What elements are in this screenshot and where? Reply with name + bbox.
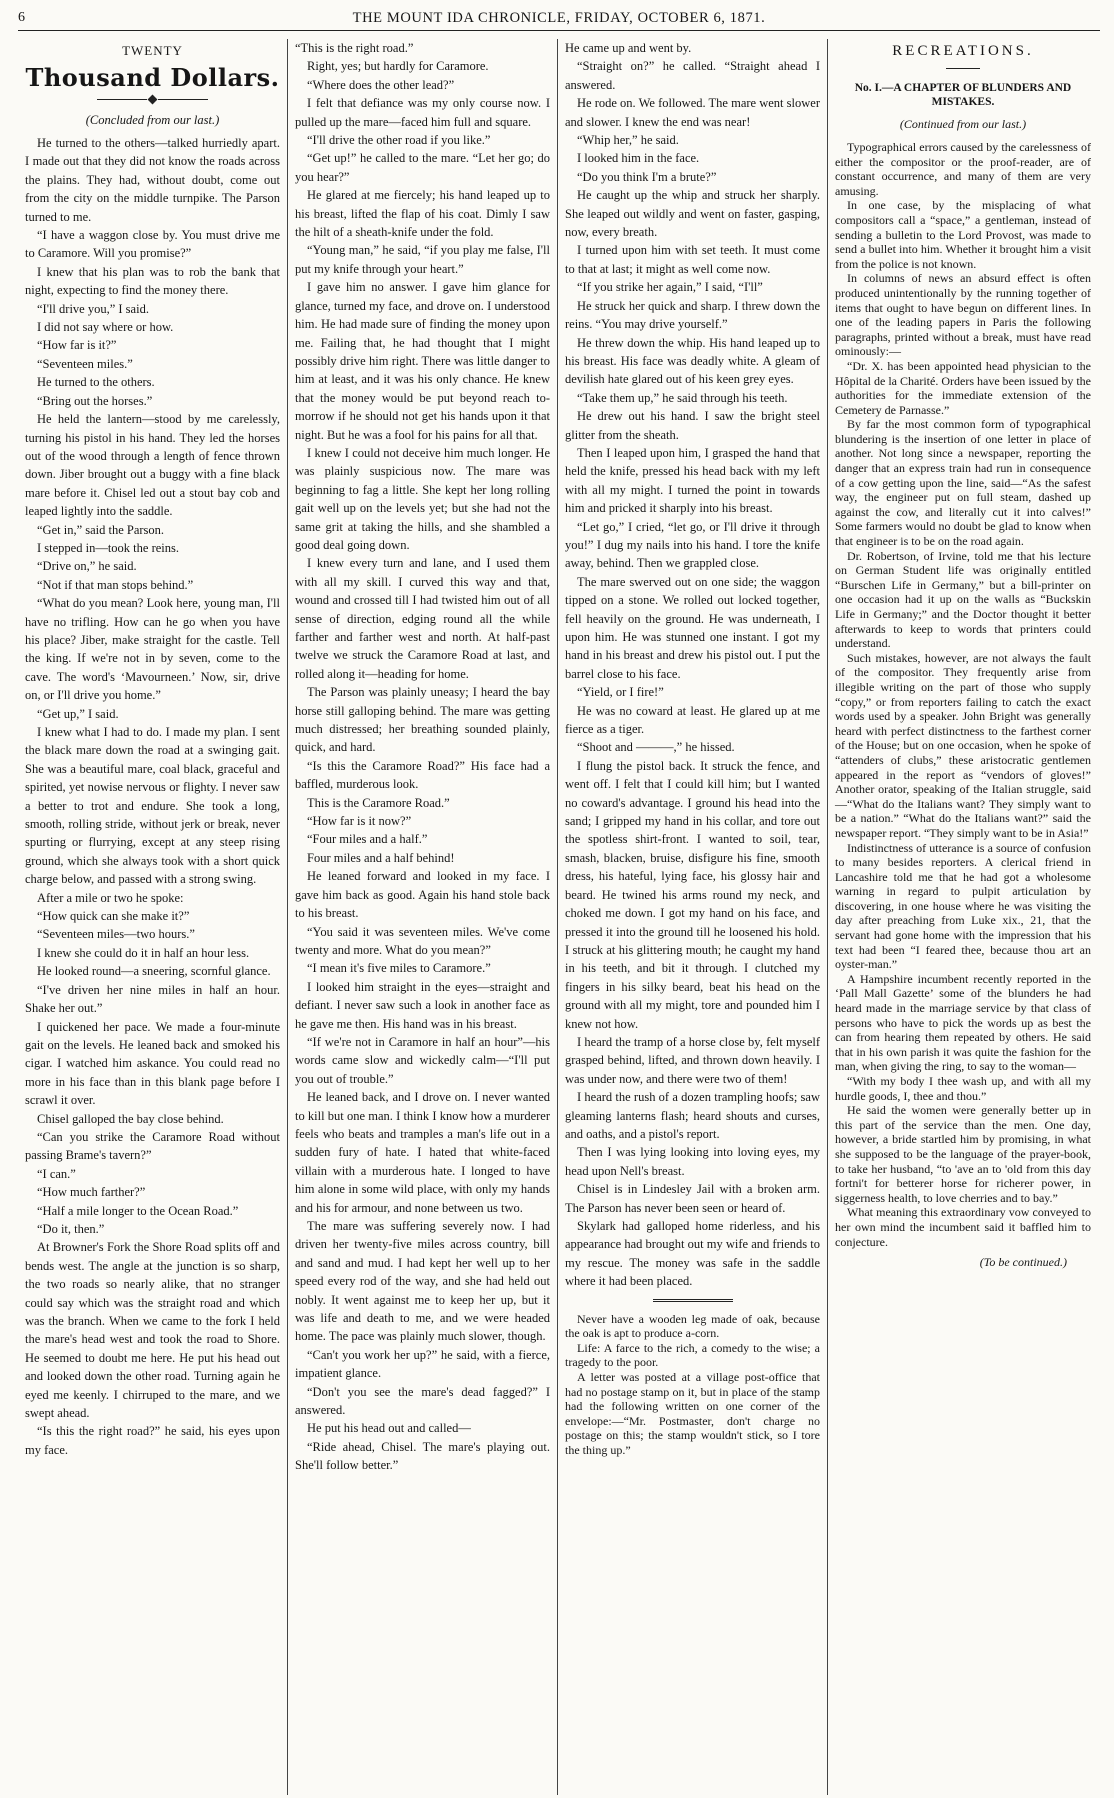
story-concluded-note: (Concluded from our last.)	[85, 113, 220, 127]
paragraph: “I've driven her nine miles in half an hour. Shake her out.”	[25, 982, 280, 1016]
paragraph: Right, yes; but hardly for Caramore.	[307, 59, 489, 74]
paragraph: I knew what I had to do. I made my plan. I sent the black mare down the road at a swinging gait. She was a beautiful mare, coal black, graceful and spirited, yet nowise nervous or flighty. I never saw a better to trot and endure. She took a long, smooth, rolling stride, without jerk or break, never spurting or flurrying, except at any steep rising ground, which she always took with a short quick charge below, and passed with a strong swing.	[25, 725, 280, 887]
paragraph: “With my body I thee wash up, and with all my hurdle goods, I, thee and thou.”	[835, 1074, 1091, 1103]
paragraph: He leaned back, and I drove on. I never wanted to kill but one man. I think I know how a murderer feels who beats and tramples a man's life out in a sudden fury of hate. I hated that white-faced villain with a murderous hate. I longed to have him alone in some wild place, with only my hands and his for armour, and none between us two.	[295, 1090, 550, 1215]
paragraph: He drew out his hand. I saw the bright steel glitter from the sheath.	[565, 409, 820, 442]
paragraph: I gave him no answer. I gave him glance for glance, turned my face, and drove on. I understood him. He had made sure of finding the money upon me. Failing that, he had thought that I might possibly drive him right. There was little danger to him at least, and it was his only chance. He knew that the money would be put beyond reach to-morrow if he should not get his hands upon it that night. But he was a fool for his pains for all that.	[295, 280, 550, 442]
paragraph: I flung the pistol back. It struck the fence, and went off. I felt that I could kill him; but I wanted no coward's advantage. I ground his head into the sand; I gripped my hand in his collar, and tore out the spotless shirt-front. I wanted to soil, tear, smash, blacken, bruise, disfigure his fine, smooth dress, his hateful, lying face, his glossy hair and beard. He twined his arms round my neck, and choked me down. I got my hand on his face, and pressed it into the ground till he loosened his hold. I struck at his glittering mouth; he caught my hand in his teeth, and bit it through. I clutched my fingers in his silky beard, beat his head on the ground with all my might, tore and pounded him I knew not how.	[565, 758, 820, 1031]
paragraph: “How much farther?”	[37, 1185, 146, 1200]
paragraph: After a mile or two he spoke:	[37, 890, 184, 905]
newspaper-title: THE MOUNT IDA CHRONICLE, FRIDAY, OCTOBER 6, 1871.	[352, 10, 766, 26]
paragraph: At Browner's Fork the Shore Road splits off and bends west. The angle at the junction is so sharp, the two roads so nearly alike, that no stranger could say which was the straight road and which was the branch. When we came to the fork I held the mare's head west and took the road to Shore. He seemed to doubt me here. He put his head out and looked down the other road. Turning again he eyed me keenly. I chirruped to the mare, and we swept ahead.	[25, 1240, 280, 1421]
paragraph: He struck her quick and sharp. I threw down the reins. “You may drive yourself.”	[565, 298, 820, 332]
paragraph: “Four miles and a half.”	[307, 832, 428, 847]
paragraph: A letter was posted at a village post-office that had no postage stamp on it, but in place of the stamp had the following written on one corner of the envelope:—“Mr. Postmaster, don't charge no postage on this; the stamp wouldn't stick, so I tore the thing up.”	[565, 1370, 820, 1457]
paragraph: “Ride ahead, Chisel. The mare's playing out. She'll follow better.”	[295, 1439, 550, 1473]
paragraph: The mare was suffering severely now. I had driven her twenty-five miles across country, bill and sand and mud. I had kept her well up to her speed every rod of the way, and she had held out nobly. It went against me to keep her up, but it was life and death to me, and we were headed home. The pace was plainly much slower, though.	[295, 1219, 550, 1344]
paragraph: I heard the rush of a dozen trampling hoofs; saw gleaming lanterns flash; heard shouts and curses, and oaths, and a pistol's report.	[565, 1090, 820, 1141]
paragraph: “Yield, or I fire!”	[577, 685, 664, 700]
paragraph: “Take them up,” he said through his teeth.	[577, 390, 788, 405]
story-column-1-text	[25, 134, 280, 1459]
paragraph: He was no coward at least. He glared up at me fierce as a tiger.	[565, 703, 820, 737]
paragraph: He glared at me fiercely; his hand leaped up to his breast, lifted the flap of his coat. Dimly I saw the hilt of a sheath-knife under the fold.	[295, 188, 550, 240]
paragraph: “Is this the right road?” he said, his eyes upon my face.	[25, 1424, 280, 1457]
paragraph: Indistinctness of utterance is a source of confusion to many besides reporters. A clerical friend in Lancashire told me that he had got a wholesome warning in regard to pulpit articulation by discovering, in one house where he was visiting the day after preaching from Luke xix., 21, that the servant had gone home with the impression that his text had been “I feared thee, because thou art an oyster-man.”	[835, 840, 1091, 972]
column-1	[18, 39, 288, 1795]
paragraph: I turned upon him with set teeth. It must come to that at last; it might as well come now.	[565, 243, 820, 276]
diamond-ornament-icon	[148, 95, 158, 105]
paragraph: “How quick can she make it?”	[37, 909, 190, 924]
continued-note: (Continued from our last.)	[899, 117, 1027, 131]
paragraph: He leaned forward and looked in my face. I gave him back as good. Again his hand stole back to his breast.	[295, 869, 550, 921]
paragraph: He caught up the whip and struck her sharply. She leaped out wildly and went on faster, gasping, now, every breath.	[565, 188, 820, 240]
paragraph: Then I leaped upon him, I grasped the hand that held the knife, pressed his head back with my left with all my might. I turned the point in towards him and pricked it sharply into his breast.	[565, 445, 820, 516]
paragraph: I knew I could not deceive him much longer. He was plainly suspicious now. The mare was beginning to fag a little. She kept her long rolling gait well up on the levels yet; but she had not the same grit at taking the hills, and she shambled a good deal going down.	[295, 445, 550, 552]
paragraph: Skylark had galloped home riderless, and his appearance had brought out my wife and friends to my rescue. The money was safe in the saddle where it had been placed.	[565, 1219, 820, 1289]
paragraph: “Seventeen miles—two hours.”	[37, 927, 195, 942]
paragraph: Typographical errors caused by the carelessness of either the compositor or the proof-reader, are of constant occurrence, and many of them are very amusing.	[835, 140, 1091, 198]
paragraph: “I'll drive you,” I said.	[37, 301, 149, 316]
paragraph: “Can you strike the Caramore Road without passing Brame's tavern?”	[25, 1129, 280, 1163]
paragraph: I did not say where or how.	[37, 320, 174, 335]
paragraph: He put his head out and called—	[307, 1421, 471, 1436]
paragraph: He held the lantern—stood by me carelessly, turning his pistol in his hand. They led the horses out of the wood through a length of fence thrown down. Jiber brought out a buggy with a fine black mare before it. Chisel led out a stout bay cob and leaped lightly into the saddle.	[25, 412, 280, 519]
paragraph: He said the women were generally better up in this part of the service than the men. One day, however, a bride startled him by promising, in what she supposed to be the language of the prayer-book, to take her husband, “to 'ave an to 'old from this day fortni't for betterer horse for richerer power, in siggerness health, to love cherries and to bay.”	[835, 1103, 1091, 1205]
paragraph: I looked him in the face.	[577, 151, 700, 166]
ornament-rule	[25, 96, 280, 103]
paragraph: He rode on. We followed. The mare went slower and slower. I knew the end was near!	[565, 96, 820, 129]
paragraph: Dr. Robertson, of Irvine, told me that his lecture on German Student life was originally entitled “Burschen Life in Germany,” but a bill-printer on one occasion had it up on the walls as “Buckskin Life in Germany;” and the Doctor thought it better afterwards to keep to words that printers could understand.	[835, 548, 1091, 651]
story-kicker: TWENTY	[122, 43, 183, 58]
paragraph: “Can't you work her up?” he said, with a fierce, impatient glance.	[295, 1347, 550, 1381]
paragraph: “Seventeen miles.”	[37, 356, 133, 371]
paragraph: “Straight on?” he called. “Straight ahead I answered.	[565, 59, 820, 92]
recreations-text	[835, 140, 1091, 1249]
paragraph: “I have a waggon close by. You must drive me to Caramore. Will you promise?”	[25, 228, 280, 261]
paragraph: “Half a mile longer to the Ocean Road.”	[37, 1203, 239, 1218]
page-number: 6	[18, 10, 25, 25]
recreations-title: RECREATIONS.	[892, 43, 1034, 59]
paragraph: I knew she could do it in half an hour less.	[37, 945, 250, 960]
column-3	[558, 39, 828, 1795]
miscellany-text	[565, 1312, 820, 1458]
paragraph: He looked round—a sneering, scornful glance.	[37, 964, 271, 979]
paragraph: This is the Caramore Road.”	[307, 795, 450, 810]
paragraph: “I mean it's five miles to Caramore.”	[307, 961, 491, 976]
paragraph: “If you strike her again,” I said, “I'll”	[577, 280, 763, 295]
paragraph: “I can.”	[37, 1166, 76, 1181]
paragraph: “Shoot and ———,” he hissed.	[577, 740, 735, 755]
paragraph: “Where does the other lead?”	[307, 77, 455, 92]
paragraph: “Get in,” said the Parson.	[37, 522, 165, 537]
paragraph: “Young man,” he said, “if you play me false, I'll put my knife through your heart.”	[295, 243, 550, 276]
paragraph: What meaning this extraordinary vow conveyed to her own mind the incumbent said it baffled him to conjecture.	[835, 1205, 1091, 1249]
paragraph: “This is the right road.”	[295, 41, 414, 55]
paragraph: He threw down the whip. His hand leaped up to his breast. His face was deadly white. A gleam of devilish hate glared out of his keen grey eyes.	[565, 335, 820, 387]
paragraph: Four miles and a half behind!	[307, 850, 455, 865]
paragraph: “Dr. X. has been appointed head physician to the Hôpital de la Charité. Orders have been issued by the authorities for the immediate extension of the Cemetery de Parnasse.”	[835, 358, 1091, 417]
paragraph: “Get up,” I said.	[37, 706, 119, 721]
story-column-3-text	[565, 39, 820, 1291]
paragraph: He turned to the others.	[37, 375, 155, 390]
section-divider	[653, 1299, 733, 1302]
paragraph: “Do you think I'm a brute?”	[577, 169, 717, 184]
column-2	[288, 39, 558, 1795]
paragraph: “What do you mean? Look here, young man, I'll have no trifling. How can he go when you have his place? Jiber, make straight for the castle. Tell the king. If we're not in by seven, come to the cave. The word's ‘Mavourneen.’ Now, sir, drive on, or I'll drive you home.”	[25, 596, 280, 703]
chapter-heading: No. I.—A CHAPTER OF BLUNDERS AND MISTAKES.	[854, 82, 1072, 108]
paragraph: “Do it, then.”	[37, 1221, 105, 1236]
columns	[18, 39, 1100, 1795]
masthead	[18, 8, 1100, 31]
paragraph: “How far is it?”	[37, 338, 117, 353]
paragraph: I knew that his plan was to rob the bank that night, expecting to find the money there.	[25, 264, 280, 298]
story-column-2-text	[295, 39, 550, 1475]
paragraph: I looked him straight in the eyes—straight and defiant. I never saw such a look in another face as he gave me then. His hand was in his breast.	[295, 979, 550, 1031]
paragraph: Chisel is in Lindesley Jail with a broken arm. The Parson has never been seen or heard of.	[565, 1182, 820, 1215]
paragraph: I knew every turn and lane, and I used them with all my skill. I curved this way and that, wound and crossed till I had twisted him out of all sense of direction, edging round all the while farther and farther west and north. At half-past twelve we struck the Caramore Road at last, and rolled along it—heading for home.	[295, 556, 550, 681]
story-title: Thousand Dollars.	[25, 63, 280, 92]
paragraph: I stepped in—took the reins.	[37, 540, 179, 555]
paragraph: “I'll drive the other road if you like.”	[307, 133, 491, 148]
paragraph: By far the most common form of typographical blundering is the insertion of one letter in place of another. Not long since a newspaper, reporting the danger that an express train had run in consequence of a cow getting upon the line, said—“As the safest way, the engineer put on full steam, dashed up against the cow, and literally cut it into calves!” Some farmers would no doubt be glad to know when that engineer is to be on the road again.	[835, 417, 1091, 549]
title-rule	[946, 68, 980, 69]
paragraph: A Hampshire incumbent recently reported in the ‘Pall Mall Gazette’ some of the blunders he had heard made in the marriage service by that class of persons who have to pick the words up as best the can from hearing them repeated by others. He said that in his own parish it was quite the fashion for the man, when giving the ring, to say to the woman—	[835, 971, 1091, 1074]
paragraph: He turned to the others—talked hurriedly apart. I made out that they did not know the roads across the plains. They had, without doubt, come out from the city on the middle turnpike. The Parson turned to me.	[25, 136, 280, 224]
paragraph: “Drive on,” he said.	[37, 559, 137, 574]
paragraph: “Get up!” he called to the mare. “Let her go; do you hear?”	[295, 151, 550, 184]
paragraph: “Let go,” I cried, “let go, or I'll drive it through you!” I dug my nails into his hand. I tore the knife away, behind. Then we grappled close.	[565, 519, 820, 571]
paragraph: “How far is it now?”	[307, 814, 412, 829]
paragraph: “You said it was seventeen miles. We've come twenty and more. What do you mean?”	[295, 924, 550, 957]
paragraph: “Whip her,” he said.	[577, 133, 679, 148]
paragraph: In columns of news an absurd effect is often produced unintentionally by the running together of items that ought to have begun on different lines. In one of the leading papers in Paris the following paragraphs, printed without a break, must have read ominously:—	[835, 271, 1091, 359]
paragraph: Life: A farce to the rich, a comedy to the wise; a tragedy to the poor.	[565, 1340, 820, 1370]
paragraph: “Bring out the horses.”	[37, 393, 153, 408]
paragraph: “Not if that man stops behind.”	[37, 577, 194, 592]
paragraph: I felt that defiance was my only course now. I pulled up the mare—faced him full and square.	[295, 96, 550, 129]
paragraph: “Don't you see the mare's dead fagged?” I answered.	[295, 1384, 550, 1418]
paragraph: “If we're not in Caramore in half an hour”—his words came slow and wickedly calm—“I'll put you out of trouble.”	[295, 1034, 550, 1086]
paragraph: “Is this the Caramore Road?” His face had a baffled, murderous look.	[295, 758, 550, 792]
paragraph: Chisel galloped the bay close behind.	[37, 1111, 224, 1126]
paragraph: He came up and went by.	[565, 41, 692, 55]
paragraph: The Parson was plainly uneasy; I heard the bay horse still galloping behind. The mare was getting much distressed; her breathing sounded plainly, quick, and hard.	[295, 685, 550, 755]
paragraph: In one case, by the misplacing of what compositors call a “space,” a gentleman, instead of sending a bulletin to the Lord Provost, was made to send a bullet into him. Whether it brought him a visit from the police is not known.	[835, 198, 1091, 271]
paragraph: Such mistakes, however, are not always the fault of the compositor. They frequently arise from illegible writing on the part of those who supply “copy,” or from reporters failing to catch the exact words used by a speaker. John Bright was generally heard with perfect distinctness to the farthest corner of the House; but on one occasion, when he spoke of “attenders of clubs,” these aristocratic gentlemen appeared in the report as “vendors of gloves!” Another orator, speaking of the Italian struggle, said—“What do the Italians want? They simply want to be a nation.” “What do the Italians want?” said the newspaper report. “They simply want to be in Asia!”	[835, 650, 1091, 840]
to-be-continued: (To be continued.)	[979, 1255, 1067, 1270]
column-4	[828, 39, 1098, 1795]
paragraph: Never have a wooden leg made of oak, because the oak is apt to produce a-corn.	[565, 1311, 820, 1341]
paragraph: Then I was lying looking into loving eyes, my head upon Nell's breast.	[565, 1145, 820, 1178]
paragraph: The mare swerved out on one side; the waggon tipped on a stone. We rolled out locked together, fell heavily on the ground. He was underneath, I upon him. He was stunned one instant. I got my hand in his breast and drew his pistol out. I put the barrel close to his face.	[565, 574, 820, 681]
paragraph: I quickened her pace. We made a four-minute gait on the levels. He leaned back and smoked his cigar. I watched him askance. You could read no more in his face than in this blank page before I scrawl it over.	[25, 1019, 280, 1108]
paragraph: I heard the tramp of a horse close by, felt myself grasped behind, lifted, and thrown down heavily. I was under now, and there were two of them!	[565, 1034, 820, 1086]
